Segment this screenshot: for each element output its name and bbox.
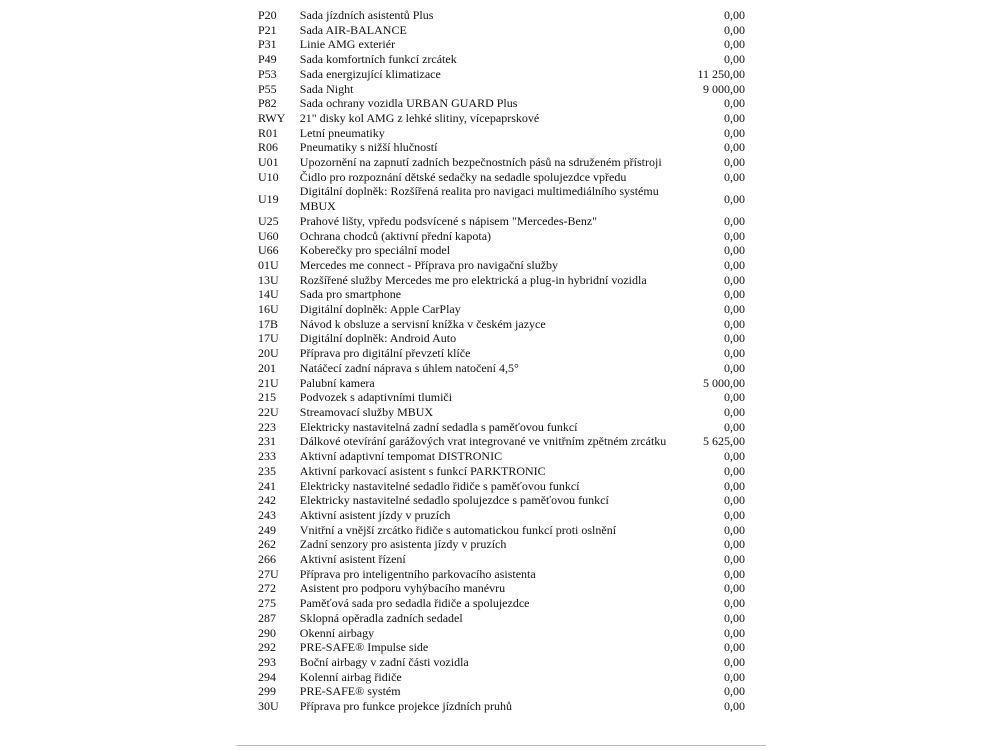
option-price: 0,00 <box>724 8 745 22</box>
option-price: 0,00 <box>724 596 745 611</box>
table-row <box>250 126 750 141</box>
table-row <box>250 361 750 376</box>
equipment-table <box>250 8 750 714</box>
option-description: Podvozek s adaptivními tlumiči <box>299 390 453 405</box>
table-row <box>250 596 750 611</box>
option-code: 13U <box>258 272 279 287</box>
option-description: Čidlo pro rozpoznání dětské sedačky na sedadle spolujezdce vpředu <box>299 169 627 184</box>
option-code: 21U <box>258 375 279 390</box>
option-description: Sada ochrany vozidla URBAN GUARD Plus <box>299 96 518 111</box>
option-code: 287 <box>258 610 276 625</box>
table-row <box>250 684 750 699</box>
table-row <box>250 493 750 508</box>
table-row <box>250 537 750 552</box>
table-row <box>250 140 750 155</box>
option-description: Příprava pro digitální převzetí klíče <box>299 346 471 361</box>
option-description: Mercedes me connect - Příprava pro navigační služby <box>299 257 559 272</box>
option-code: 293 <box>258 654 276 669</box>
option-price: 0,00 <box>724 22 745 37</box>
table-row <box>250 258 750 273</box>
option-price: 0,00 <box>724 331 745 346</box>
option-description: Kolenní airbag řidiče <box>299 669 402 684</box>
option-code: 233 <box>258 449 276 464</box>
option-price: 0,00 <box>724 243 745 258</box>
option-description: Sada Night <box>299 81 354 96</box>
option-price: 0,00 <box>724 96 745 111</box>
option-code: U25 <box>258 213 279 228</box>
table-row <box>250 464 750 479</box>
option-price: 0,00 <box>724 213 745 228</box>
option-price: 0,00 <box>724 640 745 655</box>
option-description: PRE-SAFE® Impulse side <box>299 640 429 655</box>
option-code: 294 <box>258 669 276 684</box>
option-description: Sada AIR-BALANCE <box>299 22 407 37</box>
option-code: 27U <box>258 566 279 581</box>
option-description: Ochrana chodců (aktivní přední kapota) <box>299 228 492 243</box>
option-description: Paměťová sada pro sedadla řidiče a spolujezdce <box>299 596 530 611</box>
option-code: 201 <box>258 360 276 375</box>
option-description: Boční airbagy v zadní části vozidla <box>299 654 469 669</box>
option-price: 0,00 <box>724 155 745 170</box>
option-description: Dálkové otevírání garážových vrat integrované ve vnitřním zpětném zrcátku <box>299 434 667 449</box>
option-code: 17B <box>258 316 279 331</box>
option-description: Digitální doplněk: Android Auto <box>299 331 457 346</box>
option-description: 21" disky kol AMG z lehké slitiny, vícepaprskové <box>299 110 540 125</box>
option-price: 0,00 <box>724 419 745 434</box>
option-code: 242 <box>258 493 276 508</box>
option-code: 14U <box>258 287 279 302</box>
option-price: 0,00 <box>724 654 745 669</box>
option-price: 0,00 <box>724 191 745 206</box>
option-description: Vnitřní a vnější zrcátko řidiče s automatickou funkcí proti oslnění <box>299 522 617 537</box>
option-description: Koberečky pro speciální model <box>299 243 451 258</box>
option-price: 0,00 <box>724 522 745 537</box>
table-row <box>250 523 750 538</box>
option-description: Návod k obsluze a servisní knížka v českém jazyce <box>299 316 546 331</box>
option-description: Příprava pro inteligentního parkovacího asistenta <box>299 566 536 581</box>
option-price: 0,00 <box>724 390 745 405</box>
option-description: Natáčecí zadní náprava s úhlem natočení 4,5° <box>299 360 519 375</box>
table-row <box>250 96 750 111</box>
option-code: 249 <box>258 522 276 537</box>
option-description: Letní pneumatiky <box>299 125 385 140</box>
option-price: 0,00 <box>724 610 745 625</box>
table-row <box>250 302 750 317</box>
option-description: Sada komfortních funkcí zrcátek <box>299 52 457 67</box>
option-description: Linie AMG exteriér <box>299 37 396 52</box>
option-price: 0,00 <box>724 228 745 243</box>
option-code: 22U <box>258 404 279 419</box>
option-description: Elektricky nastavitelné sedadlo spolujezdce s paměťovou funkcí <box>299 493 609 508</box>
option-code: 290 <box>258 625 276 640</box>
option-description: Digitální doplněk: Rozšířená realita pro navigaci multimediálního systému MBUX <box>299 184 659 214</box>
option-description: PRE-SAFE® systém <box>299 684 401 699</box>
option-code: 243 <box>258 507 276 522</box>
option-description: Sklopná opěradla zadních sedadel <box>299 610 463 625</box>
option-description: Okenní airbagy <box>299 625 375 640</box>
table-row <box>250 82 750 97</box>
option-code: 299 <box>258 684 276 699</box>
table-row <box>250 640 750 655</box>
option-code: 30U <box>258 699 279 714</box>
table-row <box>250 567 750 582</box>
table-row <box>250 376 750 391</box>
option-price: 0,00 <box>724 625 745 640</box>
option-description: Asistent pro podporu vyhýbacího manévru <box>299 581 506 596</box>
table-row <box>250 699 750 714</box>
table-row <box>250 434 750 449</box>
option-code: 16U <box>258 302 279 317</box>
option-description: Digitální doplněk: Apple CarPlay <box>299 302 461 317</box>
option-code: P31 <box>258 37 277 52</box>
table-row <box>250 273 750 288</box>
table-row <box>250 390 750 405</box>
table-row <box>250 52 750 67</box>
option-price: 0,00 <box>724 257 745 272</box>
option-description: Zadní senzory pro asistenta jízdy v pruzích <box>299 537 507 552</box>
table-row <box>250 670 750 685</box>
page-bottom-divider <box>236 745 766 746</box>
option-code: 17U <box>258 331 279 346</box>
option-code: RWY <box>258 110 286 125</box>
table-row <box>250 420 750 435</box>
option-description: Aktivní asistent řízení <box>299 552 406 567</box>
table-row <box>250 8 750 23</box>
option-price: 9 000,00 <box>703 81 745 96</box>
option-price: 0,00 <box>724 684 745 699</box>
option-code: P21 <box>258 22 277 37</box>
table-row <box>250 655 750 670</box>
option-description: Palubní kamera <box>299 375 375 390</box>
table-row <box>250 111 750 126</box>
option-description: Elektricky nastavitelná zadní sedadla s paměťovou funkcí <box>299 419 578 434</box>
option-code: P49 <box>258 52 277 67</box>
option-code: 275 <box>258 596 276 611</box>
equipment-price-list <box>250 8 750 714</box>
option-description: Sada jízdních asistentů Plus <box>299 8 434 22</box>
table-row <box>250 170 750 185</box>
table-row <box>250 346 750 361</box>
option-description: Prahové lišty, vpředu podsvícené s nápisem "Mercedes-Benz" <box>299 213 598 228</box>
option-price: 0,00 <box>724 581 745 596</box>
table-row <box>250 67 750 82</box>
option-description: Aktivní parkovací asistent s funkcí PARKTRONIC <box>299 463 546 478</box>
table-row <box>250 155 750 170</box>
option-code: P55 <box>258 81 277 96</box>
option-code: 272 <box>258 581 276 596</box>
option-price: 0,00 <box>724 478 745 493</box>
table-row <box>250 611 750 626</box>
table-row <box>250 229 750 244</box>
option-price: 0,00 <box>724 169 745 184</box>
option-price: 0,00 <box>724 287 745 302</box>
option-code: R01 <box>258 125 279 140</box>
option-code: 01U <box>258 257 279 272</box>
option-code: P82 <box>258 96 277 111</box>
option-price: 0,00 <box>724 537 745 552</box>
option-price: 0,00 <box>724 302 745 317</box>
table-row <box>250 287 750 302</box>
equipment-rows <box>250 8 750 714</box>
table-row <box>250 552 750 567</box>
option-price: 0,00 <box>724 346 745 361</box>
option-description: Upozornění na zapnutí zadních bezpečnostních pásů na sdruženém přístroji <box>299 155 662 170</box>
option-code: 223 <box>258 419 276 434</box>
table-row <box>250 581 750 596</box>
option-code: U60 <box>258 228 279 243</box>
option-price: 0,00 <box>724 360 745 375</box>
option-code: 231 <box>258 434 276 449</box>
option-price: 0,00 <box>724 404 745 419</box>
option-price: 5 625,00 <box>703 434 745 449</box>
option-code: 241 <box>258 478 276 493</box>
table-row <box>250 243 750 258</box>
option-price: 0,00 <box>724 463 745 478</box>
option-price: 0,00 <box>724 493 745 508</box>
option-description: Aktivní asistent jízdy v pruzích <box>299 507 451 522</box>
option-code: U10 <box>258 169 279 184</box>
option-price: 0,00 <box>724 52 745 67</box>
table-row <box>250 317 750 332</box>
option-description: Sada energizující klimatizace <box>299 66 441 81</box>
option-description: Rozšířené služby Mercedes me pro elektrická a plug-in hybridní vozidla <box>299 272 647 287</box>
option-code: U66 <box>258 243 279 258</box>
table-row <box>250 331 750 346</box>
table-row <box>250 405 750 420</box>
table-row <box>250 23 750 38</box>
option-code: 235 <box>258 463 276 478</box>
option-code: R06 <box>258 140 279 155</box>
table-row <box>250 37 750 52</box>
table-row <box>250 184 750 213</box>
option-code: 20U <box>258 346 279 361</box>
option-code: 215 <box>258 390 276 405</box>
option-description: Elektricky nastavitelné sedadlo řidiče s paměťovou funkcí <box>299 478 580 493</box>
option-price: 0,00 <box>724 507 745 522</box>
option-price: 5 000,00 <box>703 375 745 390</box>
option-description: Příprava pro funkce projekce jízdních pruhů <box>299 699 513 714</box>
option-price: 0,00 <box>724 669 745 684</box>
option-code: U19 <box>258 191 279 206</box>
option-price: 0,00 <box>724 272 745 287</box>
option-price: 0,00 <box>724 699 745 714</box>
option-price: 0,00 <box>724 449 745 464</box>
table-row <box>250 626 750 641</box>
option-price: 0,00 <box>724 110 745 125</box>
option-code: 266 <box>258 552 276 567</box>
option-description: Pneumatiky s nižší hlučností <box>299 140 438 155</box>
option-price: 0,00 <box>724 316 745 331</box>
option-price: 0,00 <box>724 566 745 581</box>
option-price: 0,00 <box>724 125 745 140</box>
option-description: Streamovací služby MBUX <box>299 404 434 419</box>
option-code: 292 <box>258 640 276 655</box>
option-code: P53 <box>258 66 277 81</box>
option-code: P20 <box>258 8 277 22</box>
table-row <box>250 449 750 464</box>
option-code: U01 <box>258 155 279 170</box>
option-price: 0,00 <box>724 37 745 52</box>
table-row <box>250 508 750 523</box>
option-price: 0,00 <box>724 140 745 155</box>
option-code: 262 <box>258 537 276 552</box>
option-price: 0,00 <box>724 552 745 567</box>
table-row <box>250 214 750 229</box>
option-price: 11 250,00 <box>697 66 745 81</box>
table-row <box>250 479 750 494</box>
option-description: Aktivní adaptivní tempomat DISTRONIC <box>299 449 503 464</box>
option-description: Sada pro smartphone <box>299 287 402 302</box>
